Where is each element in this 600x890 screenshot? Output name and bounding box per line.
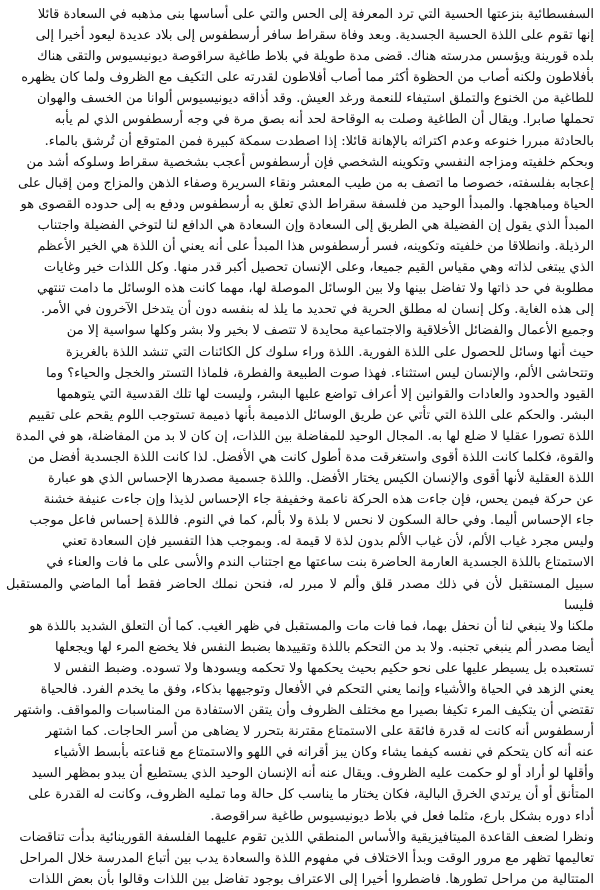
paragraph-3: ونظرا لضعف القاعدة الميتافيزيقية والأساس المنطقي اللذين تقوم عليهما الفلسفة القورينائية بدأت تناقضات تعاليمها تظهر مع مرور الوقت وبدأ الاختلاف في مفهوم اللذة والسعادة يدب بين أتباع المدرسة خلال المراحل المتتالية من مراحل تطورها. فاضطروا أخيرا إلى الاعتراف بوجود تفاضل بين اللذات وقالوا بأن بعض اللذات — [19, 829, 594, 887]
paragraph-1: السفسطائية بنزعتها الحسية التي ترد المعرفة إلى الحس والتي على أساسها بنى مذهبه في السعادة قائلا إنها تقوم على اللذة الحسية الجسدية. وبعد وفاة سقراط سافر أرسطفوس إلى بلاد عديدة ليعود أخيرا إلى بلده قورينة ويؤسس مدرسته هناك. قضى مدة طويلة في بلاط طاغية سراقوصة ديونيسيوس والتقى هناك بأفلاطون ولكنه أصاب من الحظوة أكثر مما أصاب أفلاطون لقدرته على التكيف مع الظروف ولما كان يظهره للطاغية من الخنوع والتملق استيفاء للنعمة ورغد العيش. وقد أذاقه ديونيسيوس ألوانا من الخسف والهوان تحملها صابرا. ويقال أن الطاغية وصلت به الوقاحة لحد أنه بصق مرة في وجه أرسطفوس الذي لم يأبه بالحادثة مبررا خنوعه وعدم اكتراثه بالإهانة قائلا: إذا اصطدت سمكة كبيرة فمن المتوقع أن تُرشق بالماء. — [21, 7, 594, 149]
paragraph-2: وبحكم خلفيته ومزاجه النفسي وتكوينه الشخصي فإن أرسطفوس أعجب بشخصية سقراط وسلوكه أشد من إعجابه بفلسفته، خصوصا ما اتصف به من طيب المعشر ونقاء السريرة وصفاء الذهن والمزاج ومن إقبال على الحياة ومباهجها. والمبدأ الوحيد من فلسفة سقراط الذي تعلق به أرسطفوس ودفع به إلى حدوده القصوى هو المبدأ الذي يقول إن الفضيلة هي الطريق إلى السعادة وإن السعادة هي الدافع لنا لتوخي الفضيلة واجتناب الرذيلة. وانطلاقا من خلفيته وتكوينه، فسر أرسطفوس هذا المبدأ على أنه يعني أن اللذة هي الخير الأعظم الذي يبتغى لذاته وهي مقياس القيم جميعا، وعلى الإنسان تحصيل أكبر قدر منها. وكل اللذات خير وغايات مطلوبة في حد ذاتها ولا تفاضل بينها ولا بين الوسائل الموصلة لها، مهما كانت هذه الوسائل ما دامت تنتهي إلى هذه الغاية. وكل إنسان له مطلق الحرية في تحديد ما يلذ له بنفسه دون أن يتدخل الآخرون في الأمر. وجميع الأعمال والفضائل الأخلاقية والاجتماعية محايدة لا تتصف لا بخير ولا بشر وكلها سواسية إلا من حيث أنها وسائل للحصول على اللذة الفورية. اللذة وراء سلوك كل الكائنات التي تنشد اللذة بالغريزة وتتحاشى الألم، والإنسان ليس استثناء. فهذا صوت الطبيعة والفطرة، فلماذا التستر والخجل والحياء؟ وما القيود والحدود والعادات والقوانين إلا أعراف تواضع عليها البشر، وليست لها تلك القدسية التي يتوهمها البشر. والحكم على اللذة التي تأتي عن طريق الوسائل الذميمة بأنها ذميمة تستوجب اللوم يقحم على تقييم اللذة تصورا عقليا لا ضلع لها به. المجال الوحيد للمفاضلة بين اللذات، إن كان لا بد من المفاضلة، هو في المدة والقوة، فكلما كانت اللذة أقوى واستغرقت مدة أطول كانت هي الأفضل. لذا كانت اللذة الجسدية أفضل من اللذة العقلية لأنها أقوى والإنسان الكيس يختار الأفضل. واللذة جسمية مصدرها الإحساس الذي هو عبارة عن حركة فيمن يحس، فإن جاءت هذه الحركة ناعمة وخفيفة جاء الإحساس لذيذا وإن جاءت عنيفة خشنة جاء الإحساس أليما. وفي حالة السكون لا نحس لا بلذة ولا بألم، كما في النوم. فاللذة إحساس فاعل موجب وليس مجرد غياب الألم، لأن غياب الألم بدون لذة لا قيمة له. وبموجب هذا التفسير فإن السعادة تعني الاستمتاع باللذة الجسدية العارمة الحاضرة بنت ساعتها مع اجتناب الندم والأسى على ما فات والعناء في سبيل المستقبل لأن في ذلك مصدر قلق وألم لا مبرر له، فنحن نملك الحاضر فقط أما الماضي والمستقبل فليسا ملكنا ولا ينبغي لنا أن نحفل بهما، فما فات مات والمستقبل في ظهر الغيب. كما أن التعلق الشديد باللذة هو أيضا مصدر ألم ينبغي تجنبه. ولا بد من التحكم باللذة وتقييدها بضبط النفس فلا يخضع المرء لها ويجعلها تستعبده بل يسيطر عليها على نحو حكيم بحيث يحكمها ولا تحكمه ويسودها ولا تسوده. وضبط النفس لا يعني الزهد في الحياة والأشياء وإنما يعني التحكم في الأفعال وتوجيهها بذكاء، وفق ما يخدم الفرد. فالحياة تقتضي أن يتكيف المرء تكيفا بصيرا مع مختلف الظروف وأن يتقن الاستفادة من المناسبات والمواقف. واشتهر أرسطفوس أنه كانت له قدرة فائقة على الاستمتاع مقترنة بتحرر لا يضاهى من أسر الحاجات. كما اشتهر عنه أنه كان يتحكم في نفسه كيفما يشاء وكان يبز أقرانه في اللهو والاستمتاع مع قناعته بأبسط الأشياء وأقلها لو أراد أو لو حكمت عليه الظروف. ويقال عنه أنه الإنسان الوحيد الذي يستطيع أن يبدو بمظهر السيد المتأنق أو أن يرتدي الخرق البالية، فكان يختار ما يناسب كل حالة وما تمليه الظروف، وكانت له القدرة على أداء دوره بشكل بارع، مثلما فعل في بلاط ديونيسيوس طاغية سراقوصة. — [6, 154, 594, 824]
